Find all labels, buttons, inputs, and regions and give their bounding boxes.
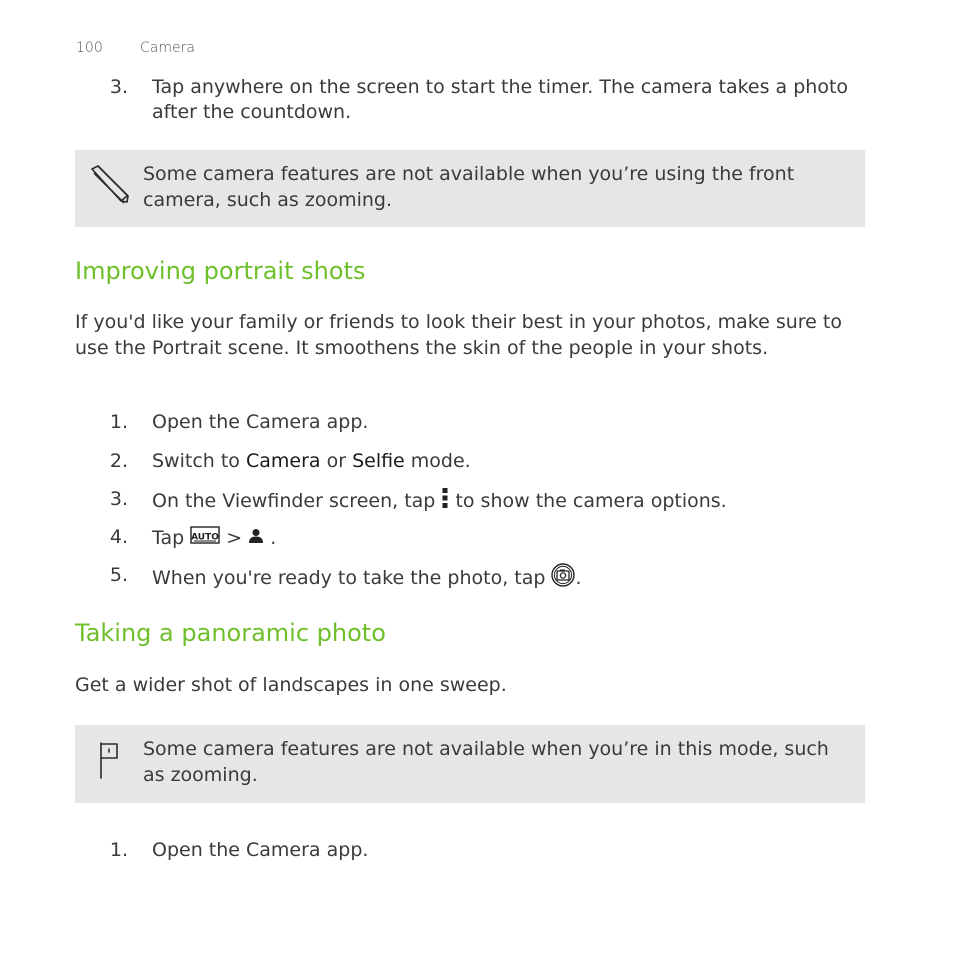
section-name: Camera <box>140 40 195 56</box>
portrait-person-icon <box>248 526 264 551</box>
step-number: 3. <box>109 76 128 98</box>
section-title: Improving portrait shots <box>75 257 366 285</box>
section-intro: If you'd like your family or friends to look their best in your photos, make sure to use the Portrait scene. It smoothens the skin of the people in your shots. <box>75 311 842 359</box>
step-text: Tap anywhere on the screen to start the timer. The camera takes a photo after the countdown. <box>152 76 849 123</box>
step-text-part: . <box>575 567 582 589</box>
step-number: 5. <box>109 564 128 586</box>
note-box <box>75 150 865 227</box>
section-intro: Get a wider shot of landscapes in one sweep. <box>75 674 507 696</box>
note-text: Some camera features are not available when you’re in this mode, such as zooming. <box>143 738 829 786</box>
pencil-icon <box>89 164 131 208</box>
page-number: 100 <box>76 40 103 56</box>
step-text <box>152 563 867 594</box>
step-text-part: Switch to <box>152 450 246 472</box>
step-text-part: On the Viewfinder screen, tap <box>152 490 442 512</box>
step-text <box>152 487 867 516</box>
flag-icon <box>97 741 121 785</box>
camera-mode-label: Camera <box>245 450 321 472</box>
step-number: 1. <box>109 411 128 433</box>
step-text-part: or <box>320 450 353 472</box>
step-text: Open the Camera app. <box>152 839 369 861</box>
running-head <box>76 40 195 56</box>
camera-shutter-icon <box>551 563 575 594</box>
step-text-part: mode. <box>404 450 471 472</box>
step-number: 4. <box>109 526 128 548</box>
step-text-part: When you're ready to take the photo, tap <box>152 567 552 589</box>
note-box <box>75 725 865 803</box>
section-title: Taking a panoramic photo <box>75 619 386 647</box>
step-text-part: . <box>270 527 277 549</box>
selfie-mode-label: Selfie <box>352 450 405 472</box>
step-text-part: > <box>220 527 249 549</box>
step-text-part: to show the camera options. <box>455 490 727 512</box>
step-number: 1. <box>109 839 128 861</box>
step-text <box>152 449 867 474</box>
step-text-part: Tap <box>152 527 191 549</box>
svg-text:AUTO: AUTO <box>191 532 220 543</box>
step-number: 2. <box>109 450 128 472</box>
auto-scene-icon <box>190 525 220 552</box>
note-text: Some camera features are not available when you’re using the front camera, such as zooming. <box>143 163 795 211</box>
step-text: Open the Camera app. <box>152 411 369 433</box>
step-text <box>152 525 867 552</box>
more-options-icon <box>441 487 449 516</box>
step-number: 3. <box>109 488 128 510</box>
